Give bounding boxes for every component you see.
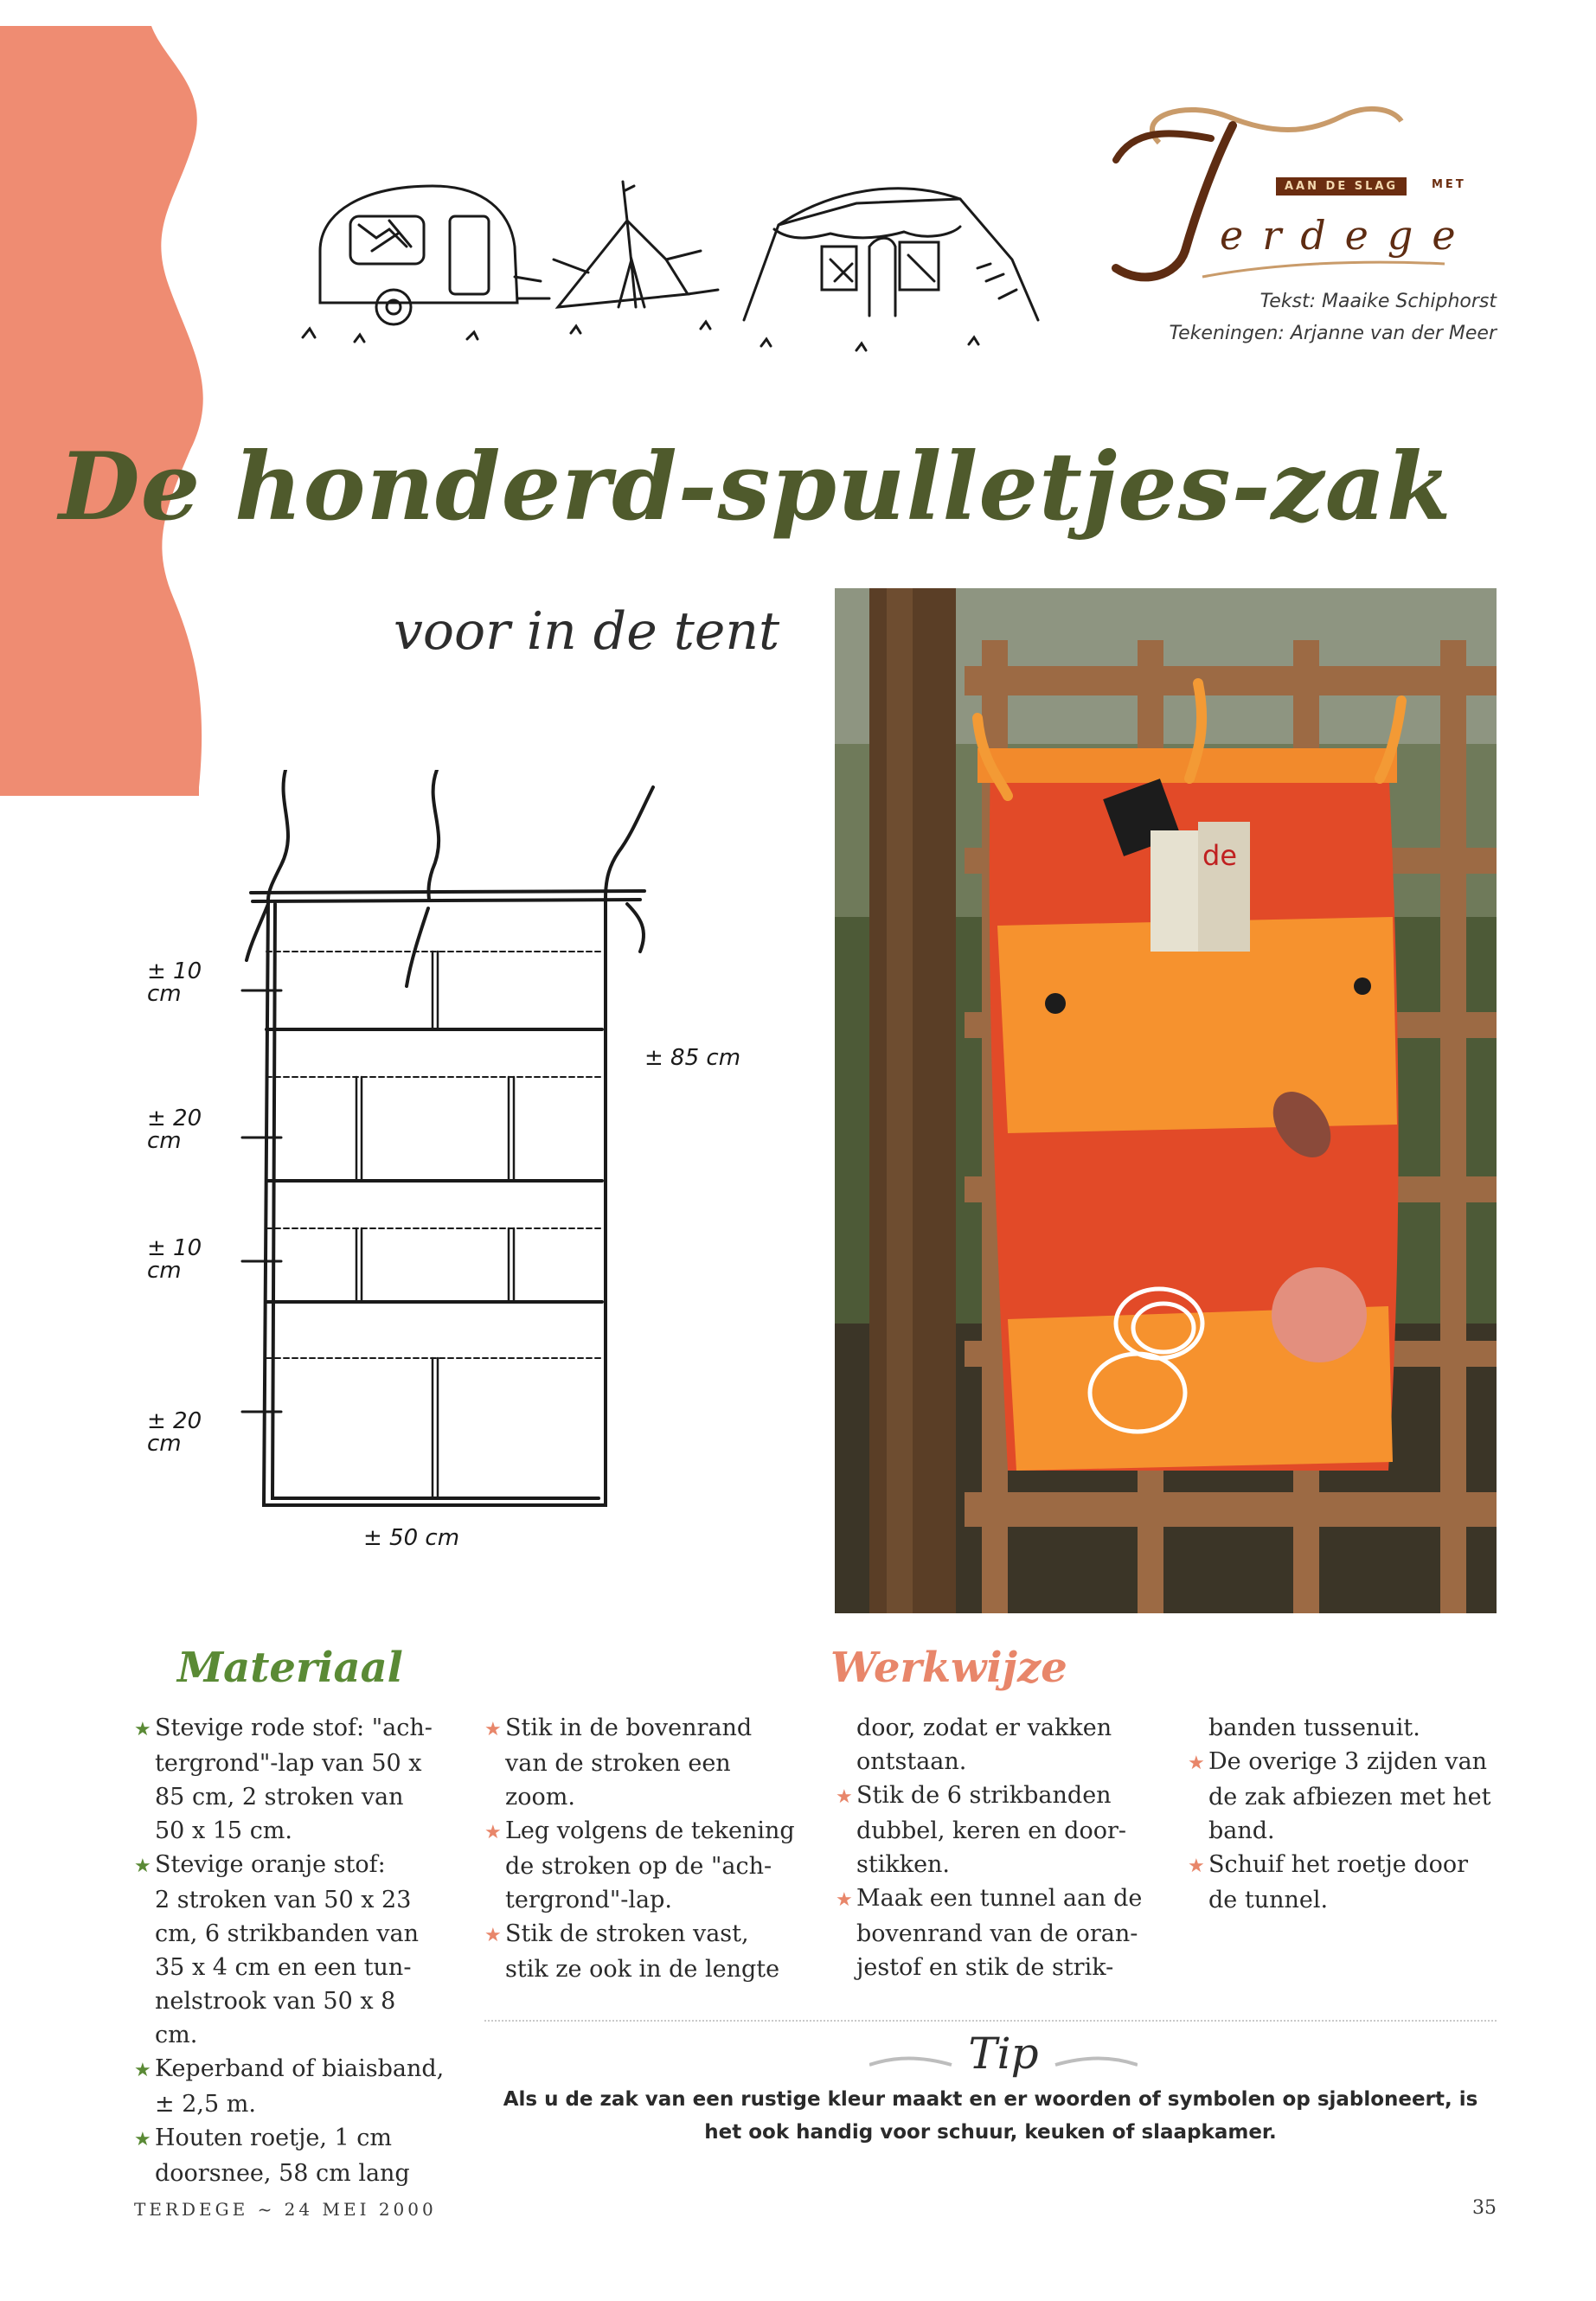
page-title: De honderd-spulletjes-zak xyxy=(59,433,1452,542)
credits-drawings: Tekeningen: Arjanne van der Meer xyxy=(1169,323,1497,344)
salmon-wave-decoration xyxy=(0,26,225,804)
terdege-logo xyxy=(1081,91,1497,316)
werkwijze-step: ★ Schuif het roetje door de tunnel. xyxy=(1188,1851,1469,1913)
materiaal-list xyxy=(134,1711,463,2190)
star-bullet-icon: ★ xyxy=(1188,1856,1205,1877)
materiaal-heading: Materiaal xyxy=(177,1644,403,1692)
star-bullet-icon: ★ xyxy=(134,2129,151,2150)
credits-text: Tekst: Maaike Schiphorst xyxy=(1259,291,1497,312)
page-number: 35 xyxy=(1472,2197,1497,2219)
magazine-page xyxy=(0,26,1596,2275)
sketch-label-20cm-top: ± 20 cm xyxy=(147,1106,202,1154)
sketch-label-10cm-bottom: ± 10 cm xyxy=(147,1235,202,1284)
werkwijze-column-2 xyxy=(836,1711,1164,1984)
bag-photo xyxy=(835,588,1497,1613)
footer-publication: TERDEGE ~ 24 MEI 2000 xyxy=(134,2199,437,2220)
werkwijze-step: ★ De overige 3 zijden van de zak afbiezen met het band. xyxy=(1188,1748,1491,1844)
werkwijze-column-1 xyxy=(484,1711,813,1986)
tip-heading: Tip xyxy=(968,2029,1039,2079)
camping-doodles-illustration xyxy=(294,130,1055,372)
star-bullet-icon: ★ xyxy=(836,1786,853,1808)
star-bullet-icon: ★ xyxy=(484,1925,502,1946)
sketch-label-20cm-bottom: ± 20 cm xyxy=(147,1408,202,1457)
logo-word: erdege xyxy=(1220,212,1475,259)
logo-aan-de-slag: AAN DE SLAG xyxy=(1276,177,1407,195)
bag-sketch-diagram xyxy=(121,770,796,1592)
star-bullet-icon: ★ xyxy=(134,1719,151,1740)
werkwijze-continuation: banden tussenuit. xyxy=(1208,1715,1420,1741)
werkwijze-column-3 xyxy=(1188,1711,1516,1917)
materiaal-item: ★ Stevige rode stof: "ach- tergrond"-lap van 50 x 85 cm, 2 stroken van 50 x 15 cm. xyxy=(134,1715,433,1844)
werkwijze-step: ★ Stik in de bovenrand van de stroken een zoom. xyxy=(484,1715,753,1811)
star-bullet-icon: ★ xyxy=(134,1856,151,1877)
star-bullet-icon: ★ xyxy=(484,1719,502,1740)
star-bullet-icon: ★ xyxy=(1188,1753,1205,1774)
credits xyxy=(1169,285,1497,349)
werkwijze-step: ★ Stik de stroken vast, stik ze ook in de lengte xyxy=(484,1920,780,1983)
sketch-label-10cm-top: ± 10 cm xyxy=(147,958,202,1007)
page-subtitle: voor in de tent xyxy=(394,601,780,662)
werkwijze-step: ★ Leg volgens de tekening de stroken op de "ach- tergrond"-lap. xyxy=(484,1817,795,1913)
tip-divider xyxy=(484,2020,1497,2022)
werkwijze-continuation: door, zodat er vakken ontstaan. xyxy=(856,1715,1112,1775)
materiaal-item: ★ Stevige oranje stof: 2 stroken van 50 x 23 cm, 6 strikbanden van 35 x 4 cm en een tun- nelstrook van 50 x 8 cm. xyxy=(134,1851,420,2048)
sketch-label-height: ± 85 cm xyxy=(644,1045,741,1071)
star-bullet-icon: ★ xyxy=(134,2060,151,2081)
logo-swirl-t xyxy=(1081,91,1497,316)
werkwijze-step: ★ Maak een tunnel aan de bovenrand van de oran- jestof en stik de strik- xyxy=(836,1885,1143,1981)
star-bullet-icon: ★ xyxy=(484,1822,502,1843)
star-bullet-icon: ★ xyxy=(836,1889,853,1911)
sketch-label-width: ± 50 cm xyxy=(363,1525,460,1551)
werkwijze-step: ★ Stik de 6 strikbanden dubbel, keren en door- stikken. xyxy=(836,1782,1126,1878)
page-top-border xyxy=(0,0,1596,26)
materiaal-item: ★ Houten roetje, 1 cm doorsnee, 58 cm lang xyxy=(134,2125,410,2187)
bag-photo-illustration xyxy=(835,588,1497,1613)
svg-text:de: de xyxy=(1202,839,1237,872)
materiaal-item: ★ Keperband of biaisband, ± 2,5 m. xyxy=(134,2055,445,2118)
page-bottom-border xyxy=(0,2275,1596,2301)
logo-met: MET xyxy=(1432,178,1466,191)
tip-text: Als u de zak van een rustige kleur maakt en er woorden of symbolen op sjabloneert, is het ook handig voor schuur, keuken of slaapkamer. xyxy=(503,2088,1478,2144)
werkwijze-heading: Werkwijze xyxy=(830,1644,1067,1692)
